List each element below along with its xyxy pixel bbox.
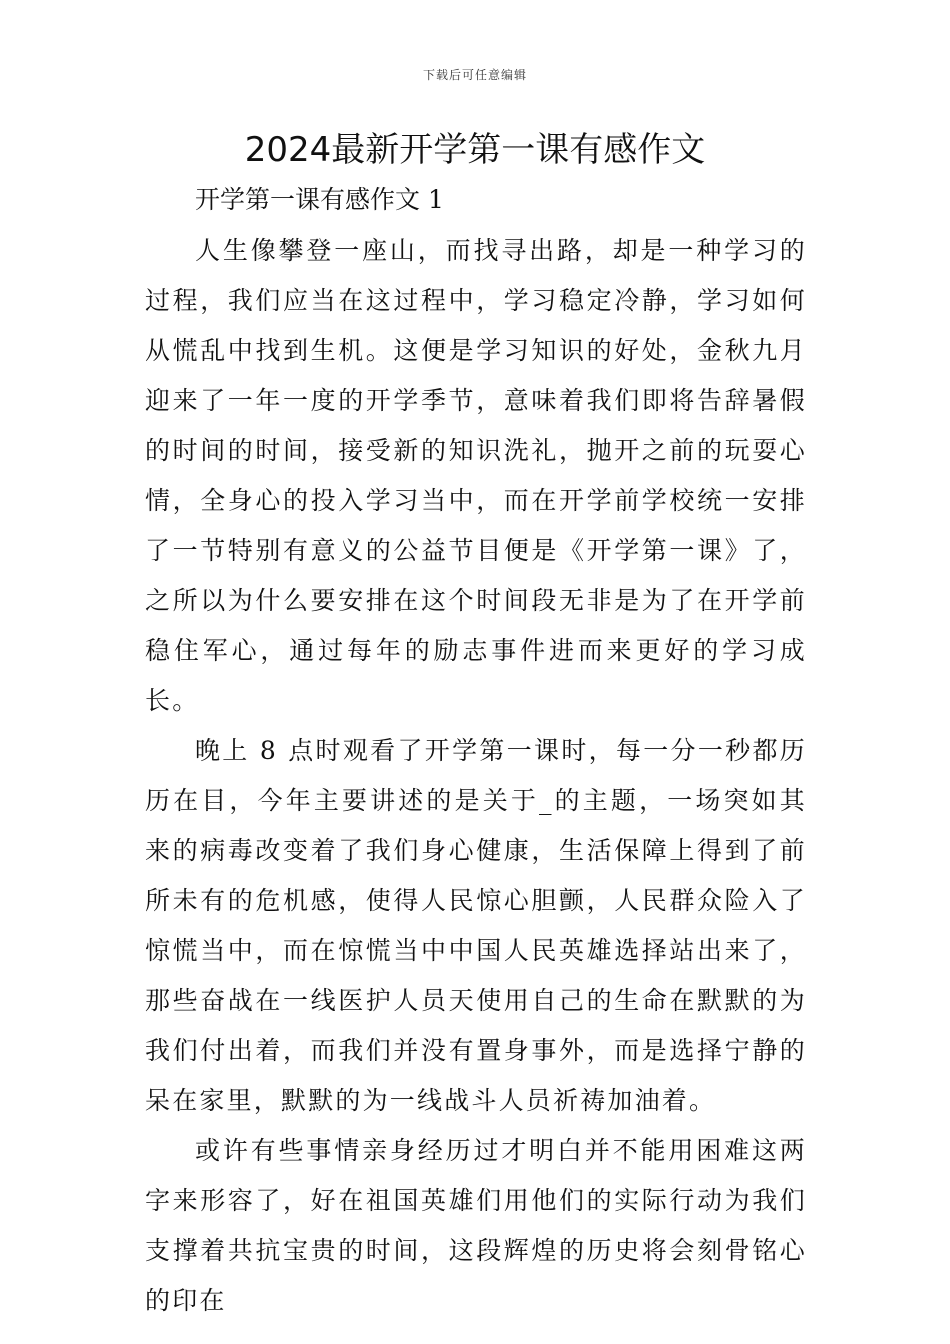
paragraph-3: 或许有些事情亲身经历过才明白并不能用困难这两字来形容了，好在祖国英雄们用他们的实际行动为我们支撑着共抗宝贵的时间，这段辉煌的历史将会刻骨铭心的印在 (145, 1136, 807, 1315)
document-body (145, 178, 807, 1326)
document-title: 2024最新开学第一课有感作文 (244, 130, 706, 170)
paragraph-2: 晚上 8 点时观看了开学第一课时，每一分一秒都历历在目，今年主要讲述的是关于_的主题，一场突如其来的病毒改变着了我们身心健康，生活保障上得到了前所未有的危机感，使得人民惊心胆颤，人民群众险入了惊慌当中，而在惊慌当中中国人民英雄选择站出来了，那些奋战在一线医护人员天使用自己的生命在默默的为我们付出着，而我们并没有置身事外，而是选择宁静的呆在家里，默默的为一线战斗人员祈祷加油着。 (145, 736, 807, 1115)
header-note: 下载后可任意编辑 (422, 68, 527, 82)
essay-subtitle: 开学第一课有感作文 1 (195, 185, 444, 214)
paragraph-1: 人生像攀登一座山，而找寻出路，却是一种学习的过程，我们应当在这过程中，学习稳定冷静，学习如何从慌乱中找到生机。这便是学习知识的好处，金秋九月迎来了一年一度的开学季节，意味着我们即将告辞暑假的时间的时间，接受新的知识洗礼，抛开之前的玩耍心情，全身心的投入学习当中，而在开学前学校统一安排了一节特别有意义的公益节目便是《开学第一课》了，之所以为什么要安排在这个时间段无非是为了在开学前稳住军心，通过每年的励志事件进而来更好的学习成长。 (145, 236, 807, 715)
